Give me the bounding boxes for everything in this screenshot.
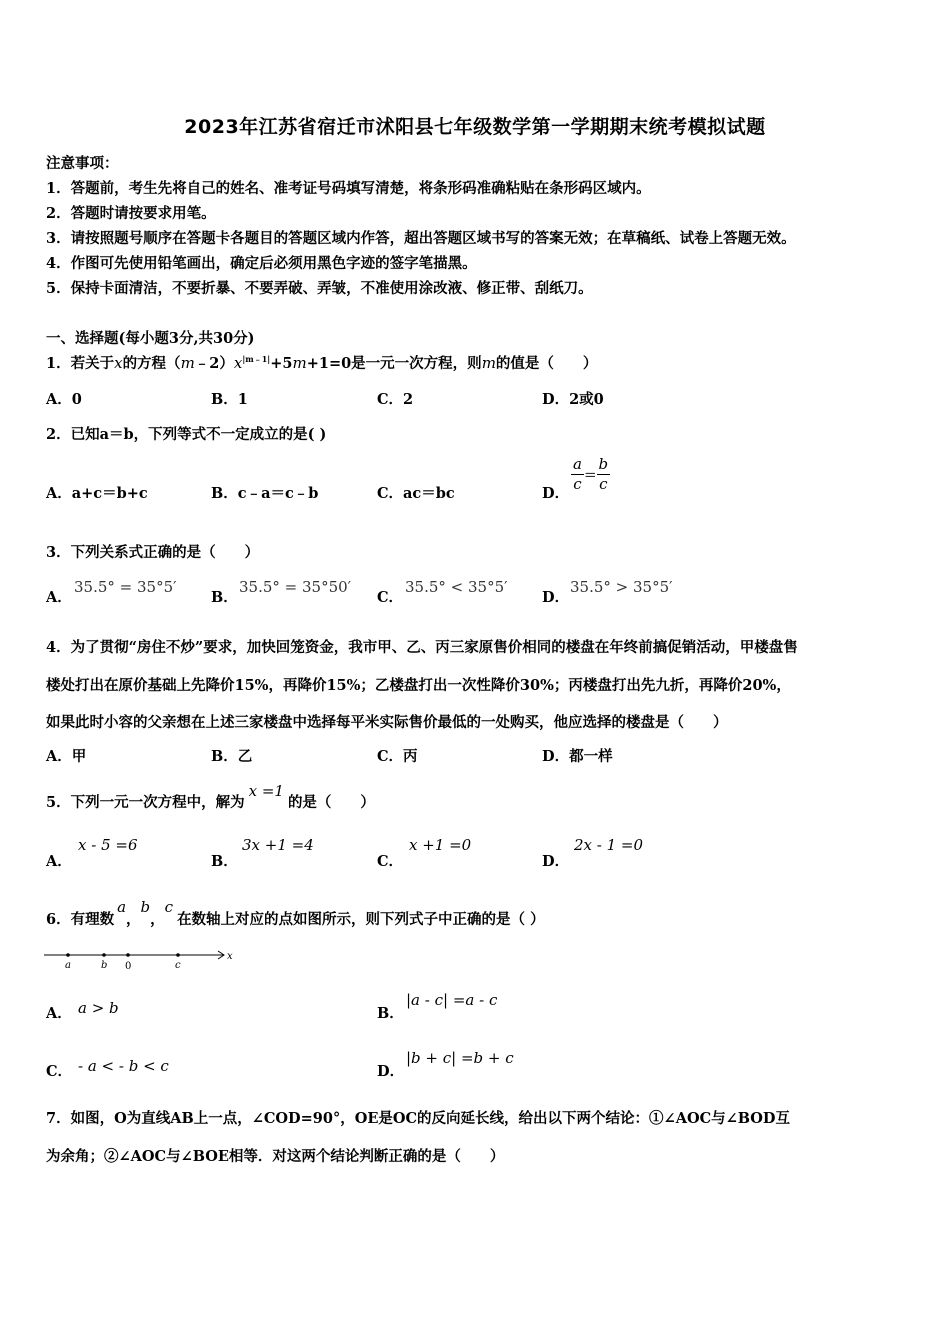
number-line-figure [44, 946, 244, 972]
q5-option-d-label: D． [542, 853, 570, 870]
q4-option-b: B．乙 [211, 748, 253, 765]
point-b [102, 953, 106, 957]
notice-item: 5．保持卡面清洁，不要折暴、不要弄破、弄皱，不准使用涂改液、修正带、刮纸刀。 [46, 280, 593, 297]
q6-text: ， [126, 911, 141, 928]
question-6-stem [46, 898, 545, 929]
q6-option-b-label: B． [377, 1005, 404, 1022]
notice-item: 2．答题时请按要求用笔。 [46, 205, 216, 222]
q6-option-d-expr: |b + c| =b + c [406, 1049, 514, 1067]
question-7-stem: 7．如图，O为直线AB上一点，∠COD=90°，OE是OC的反向延长线，给出以下两个结论：①∠AOC与∠BOD互 [46, 1110, 790, 1127]
denominator: c [573, 475, 582, 493]
fraction-b-over-c [597, 455, 611, 494]
q5-option-d-expr: 2x - 1 =0 [574, 836, 644, 854]
q5-solution: x =1 [248, 782, 284, 800]
q3-option-a-label: A． [46, 589, 72, 606]
question-1-stem [46, 352, 597, 373]
question-3-stem: 3．下列关系式正确的是（ ） [46, 544, 260, 561]
section-heading: 一、选择题(每小题3分,共30分) [46, 330, 255, 347]
q6-option-d-label: D． [377, 1063, 405, 1080]
q1-var-x: x [114, 354, 123, 372]
q6-var-a: a [117, 898, 127, 916]
q1-text: 1．若关于 [46, 355, 115, 372]
point-a [66, 953, 70, 957]
denominator: c [599, 475, 608, 493]
notice-item: 4．作图可先使用铅笔画出，确定后必须用黑色字迹的签字笔描黑。 [46, 255, 477, 272]
notice-item: 3．请按照题号顺序在答题卡各题目的答题区域内作答，超出答题区域书写的答案无效；在草稿纸、试卷上答题无效。 [46, 230, 796, 247]
question-7-stem: 为余角；②∠AOC与∠BOE相等．对这两个结论判断正确的是（ ） [46, 1148, 505, 1165]
q4-option-a: A．甲 [46, 748, 87, 765]
q1-text: +5 [270, 355, 293, 372]
notice-heading: 注意事项： [46, 155, 119, 172]
q6-text: 在数轴上对应的点如图所示，则下列式子中正确的是（ ） [177, 911, 545, 928]
axis-label-zero: 0 [125, 961, 132, 972]
notice-item: 1．答题前，考生先将自己的姓名、准考证号码填写清楚，将条形码准确粘贴在条形码区域内。 [46, 180, 651, 197]
question-5-stem [46, 782, 375, 812]
q4-option-c: C．丙 [377, 748, 418, 765]
q3-option-d-expr: 35.5° > 35°5′ [570, 578, 673, 596]
page-title: 2023年江苏省宿迁市沭阳县七年级数学第一学期期末统考模拟试题 [184, 116, 766, 138]
q2-option-a: A．a+c＝b+c [46, 485, 148, 502]
q5-option-c-expr: x +1 =0 [409, 836, 472, 854]
axis-label-b: b [101, 960, 108, 971]
q1-var-m: m [180, 354, 195, 372]
q1-option-d: D．2或0 [542, 391, 604, 408]
q1-text: 的值是（ ） [495, 355, 598, 372]
question-4-stem: 如果此时小容的父亲想在上述三家楼盘中选择每平米实际售价最低的一处购买，他应选择的楼盘是（ ） [46, 714, 728, 731]
q2-option-d: D． [542, 485, 570, 502]
q6-option-b-expr: |a - c| =a - c [406, 991, 498, 1009]
q2-option-c: C．ac＝bc [377, 485, 455, 502]
q6-var-b: b [140, 898, 151, 916]
q6-var-c: c [164, 898, 174, 916]
q5-text: 5．下列一元一次方程中，解为 [46, 794, 245, 811]
axis-label-a: a [65, 960, 71, 971]
q1-var-m: m [481, 354, 496, 372]
q5-option-a-expr: x - 5 =6 [78, 836, 138, 854]
q2-option-d-fraction [571, 455, 610, 494]
q6-option-a-label: A． [46, 1005, 72, 1022]
numerator: a [573, 455, 582, 473]
q1-exponent: |m﹣1| [242, 354, 271, 365]
q1-text: +1=0是一元一次方程，则 [306, 355, 482, 372]
q3-option-b-label: B． [211, 589, 238, 606]
q6-text: 6．有理数 [46, 911, 115, 928]
q1-option-b: B．1 [211, 391, 248, 408]
q6-option-c-expr: - a < - b < c [78, 1057, 169, 1075]
q1-var-x: x [233, 354, 243, 372]
fraction-a-over-c [571, 455, 584, 494]
question-2-stem: 2．已知a＝b，下列等式不一定成立的是( ) [46, 426, 327, 443]
q5-option-b-expr: 3x +1 =4 [242, 836, 314, 854]
q3-option-d-label: D． [542, 589, 570, 606]
q1-option-a: A．0 [46, 391, 82, 408]
q3-option-c-label: C． [377, 589, 404, 606]
q6-option-a-expr: a > b [78, 999, 119, 1017]
question-4-stem: 楼处打出在原价基础上先降价15%，再降价15%；乙楼盘打出一次性降价30%；丙楼盘打出先九折，再降价20%， [46, 677, 791, 694]
q1-text: ﹣2） [194, 355, 234, 372]
question-4-stem: 4．为了贯彻“房住不炒”要求，加快回笼资金，我市甲、乙、丙三家原售价相同的楼盘在年终前搞促销活动，甲楼盘售 [46, 639, 798, 656]
q5-text: 的是（ ） [287, 794, 375, 811]
point-zero [126, 953, 130, 957]
q6-text: ， [150, 911, 165, 928]
q1-var-m: m [292, 354, 307, 372]
axis-label-x: x [227, 951, 233, 962]
equals-sign: = [583, 465, 597, 484]
q5-option-a-label: A． [46, 853, 72, 870]
q1-text: 的方程（ [122, 355, 181, 372]
q4-option-d: D．都一样 [542, 748, 613, 765]
q3-option-a-expr: 35.5° = 35°5′ [74, 578, 177, 596]
q2-option-b: B．c﹣a＝c﹣b [211, 485, 319, 502]
point-c [176, 953, 180, 957]
numerator: b [598, 455, 609, 473]
axis-label-c: c [175, 960, 181, 971]
q3-option-c-expr: 35.5° < 35°5′ [405, 578, 508, 596]
q6-option-c-label: C． [46, 1063, 73, 1080]
q5-option-b-label: B． [211, 853, 238, 870]
q3-option-b-expr: 35.5° = 35°50′ [239, 578, 352, 596]
q1-option-c: C．2 [377, 391, 414, 408]
q5-option-c-label: C． [377, 853, 404, 870]
